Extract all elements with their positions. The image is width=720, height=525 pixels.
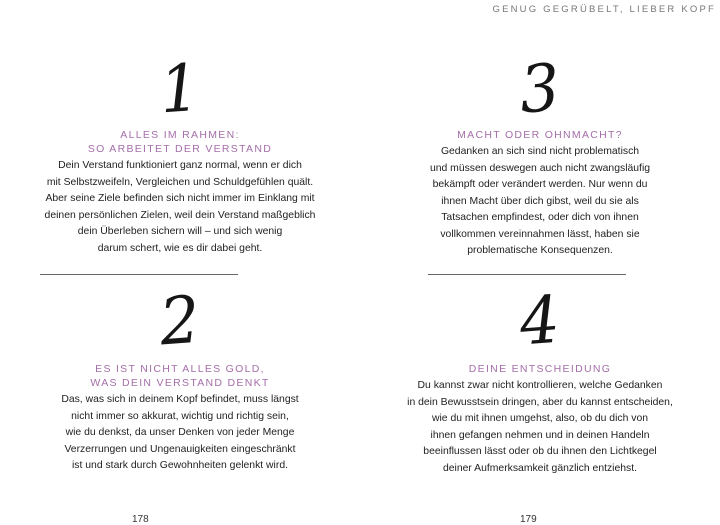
section-4 [360, 280, 720, 477]
section-heading: ALLES IM RAHMEN: SO ARBEITET DER VERSTAND [87, 129, 273, 155]
section-body: Das, was sich in deinem Kopf befindet, muss längst nicht immer so akkurat, wichtig und richtig sein, wie du denkst, da unser Denken von jeder Menge Verzerrungen und Ungenauigkeiten eingeschränkt ist und stark durch Gewohnheiten gelenkt wird. [61, 394, 299, 471]
section-body: Du kannst zwar nicht kontrollieren, welche Gedanken in dein Bewusstsein dringen, aber du kannst entscheiden, wie du mit ihnen umgehst, also, ob du dich von ihnen gefangen nehmen und in deinen Handeln beeinflussen lässt oder ob du ihnen den Lichtkegel deiner Aufmerksamkeit gänzlich entziehst. [407, 380, 673, 474]
section-1 [0, 48, 360, 257]
section-heading: ES IST NICHT ALLES GOLD, WAS DEIN VERSTAND DENKT [90, 363, 270, 389]
right-page [360, 0, 720, 525]
section-heading: DEINE ENTSCHEIDUNG [468, 363, 612, 375]
section-2 [0, 280, 360, 475]
section-body: Gedanken an sich sind nicht problematisch und müssen deswegen auch nicht zwangsläufig bekämpft oder verändert werden. Nur wenn du ihnen Macht über dich gibst, weil du sie als Tatsachen empfindest, oder dich von ihnen vollkommen vereinnahmen lässt, haben sie problematische Konsequenzen. [429, 146, 651, 256]
section-heading: MACHT ODER OHNMACHT? [457, 129, 623, 141]
section-divider [428, 274, 626, 275]
section-numeral: 1 [157, 48, 203, 129]
section-body: Dein Verstand funktioniert ganz normal, wenn er dich mit Selbstzweifeln, Vergleichen und Schuldgefühlen quält. Aber seine Ziele befinden sich nicht immer im Einklang mit deinen persönlichen Zielen, weil dein Verstand maßgeblich dein Überleben sichern will – und sich wenig darum schert, wie es dir dabei geht. [44, 160, 316, 254]
section-numeral: 3 [517, 48, 563, 129]
section-numeral: 2 [157, 280, 203, 361]
section-3 [360, 48, 720, 260]
page-number: 179 [520, 514, 537, 525]
running-head: GENUG GEGRÜBELT, LIEBER KOPF [492, 4, 716, 15]
page-number: 178 [132, 514, 149, 525]
section-numeral: 4 [517, 280, 563, 361]
section-divider [40, 274, 238, 275]
